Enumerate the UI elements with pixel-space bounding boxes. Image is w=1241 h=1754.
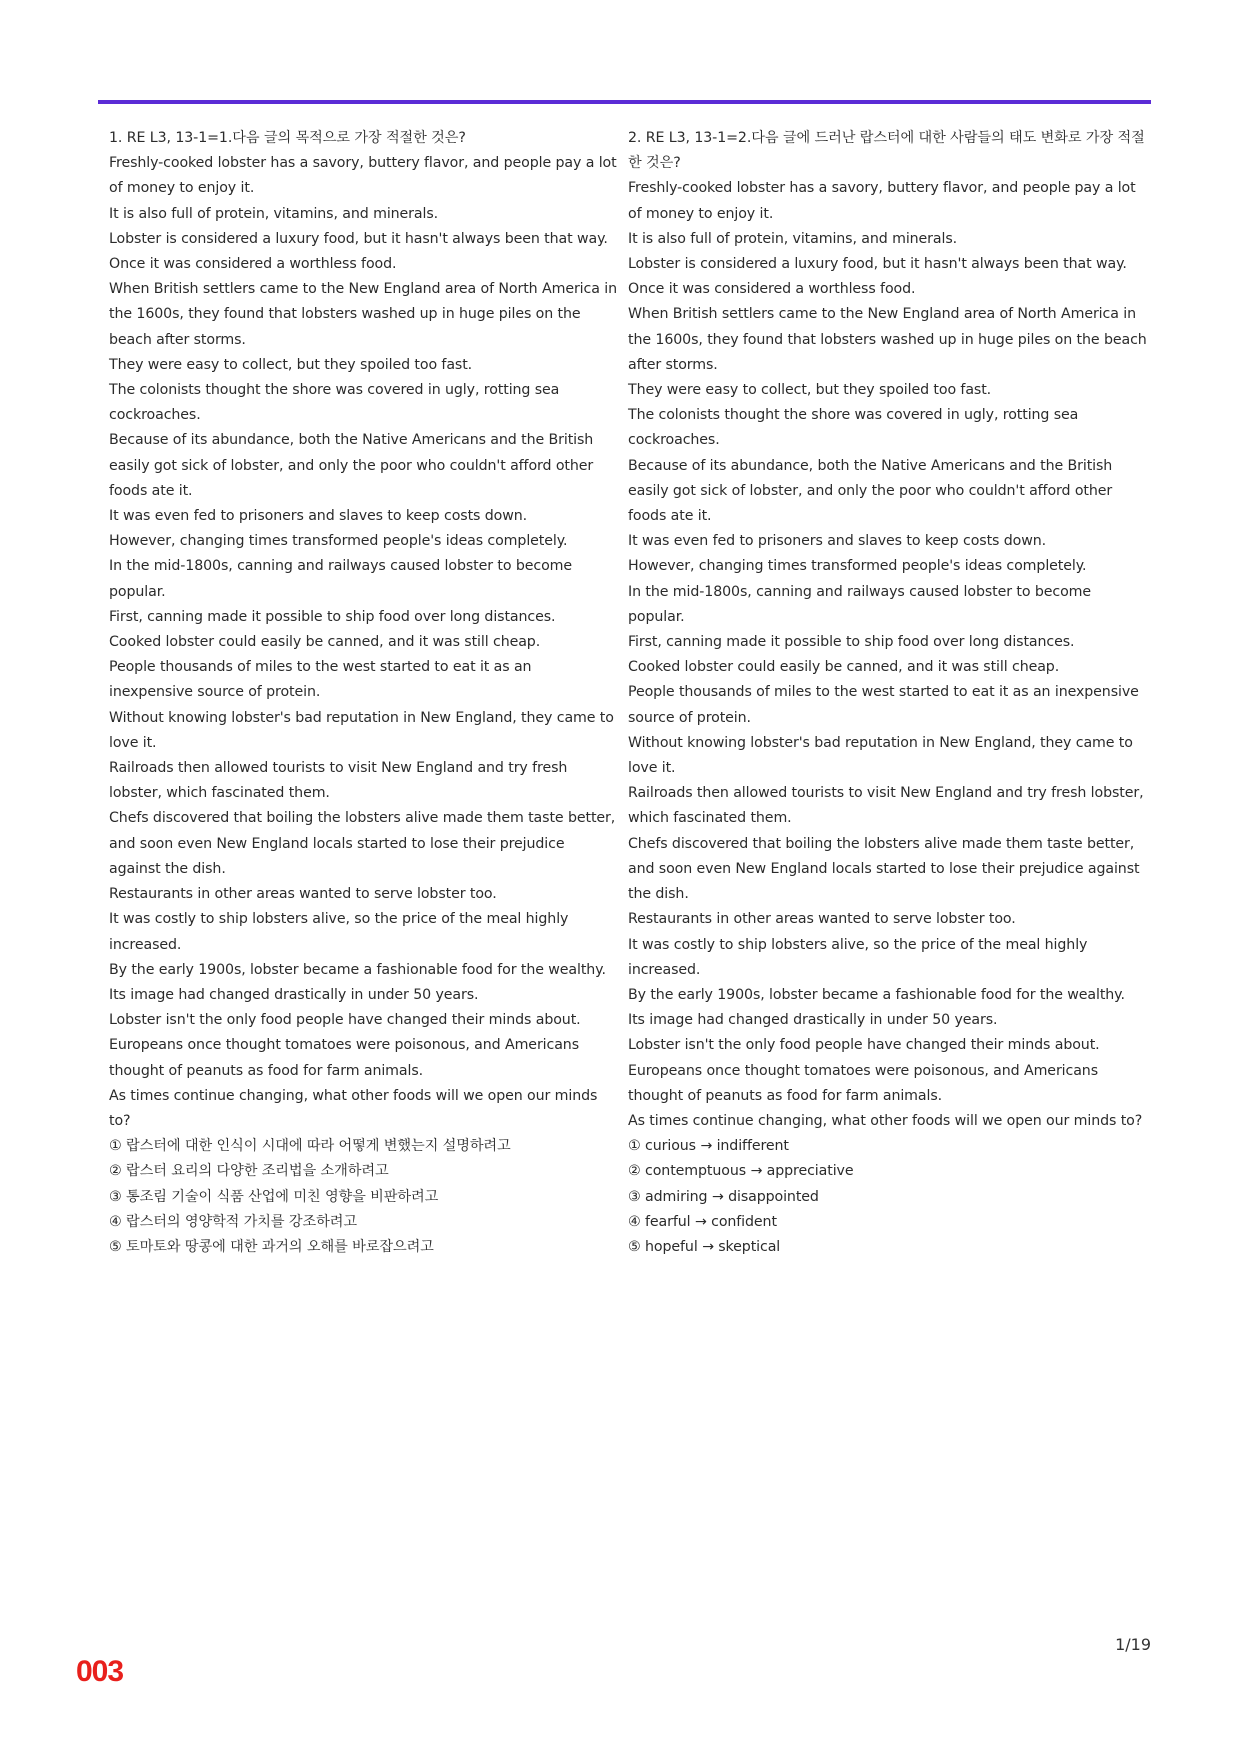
- passage-sentence: First, canning made it possible to ship food over long distances.: [628, 634, 1075, 651]
- question-1: [109, 126, 619, 1260]
- passage-sentence: Restaurants in other areas wanted to serve lobster too.: [628, 911, 1016, 928]
- passage-sentence: Restaurants in other areas wanted to serve lobster too.: [109, 886, 497, 903]
- passage-sentence: However, changing times transformed people's ideas completely.: [109, 533, 568, 550]
- answer-option[interactable]: ① curious → indifferent: [628, 1138, 789, 1155]
- passage-sentence: As times continue changing, what other foods will we open our minds to?: [628, 1112, 1143, 1129]
- question-heading: 2. RE L3, 13-1=2.다음 글에 드러난 랍스터에 대한 사람들의 태도 변화로 가장 적절한 것은?: [628, 130, 1145, 172]
- passage-sentence: Its image had changed drastically in under 50 years.: [628, 1012, 998, 1029]
- passage-sentence: Europeans once thought tomatoes were poisonous, and Americans thought of peanuts as food for farm animals.: [109, 1037, 579, 1079]
- passage-sentence: Without knowing lobster's bad reputation in New England, they came to love it.: [628, 734, 1133, 777]
- passage-sentence: By the early 1900s, lobster became a fashionable food for the wealthy.: [628, 986, 1125, 1003]
- passage-sentence: In the mid-1800s, canning and railways caused lobster to become popular.: [109, 558, 573, 600]
- passage-sentence: People thousands of miles to the west started to eat it as an inexpensive source of protein.: [628, 684, 1139, 726]
- answer-option[interactable]: ① 랍스터에 대한 인식이 시대에 따라 어떻게 변했는지 설명하려고: [109, 1138, 511, 1155]
- passage-sentence: Railroads then allowed tourists to visit New England and try fresh lobster, which fascinated them.: [109, 760, 568, 802]
- passage-sentence: It is also full of protein, vitamins, and minerals.: [628, 230, 958, 247]
- answer-options: [628, 1134, 1148, 1260]
- passage: [109, 151, 619, 1134]
- passage-sentence: The colonists thought the shore was covered in ugly, rotting sea cockroaches.: [628, 407, 1079, 449]
- answer-options: [109, 1134, 619, 1260]
- answer-option[interactable]: ⑤ hopeful → skeptical: [628, 1238, 781, 1255]
- passage-sentence: As times continue changing, what other foods will we open our minds to?: [109, 1087, 598, 1129]
- passage-sentence: First, canning made it possible to ship food over long distances.: [109, 608, 556, 625]
- passage-sentence: Railroads then allowed tourists to visit New England and try fresh lobster, which fascinated them.: [628, 785, 1144, 827]
- passage-sentence: When British settlers came to the New England area of North America in the 1600s, they found that lobsters washed up in huge piles on the beach after storms.: [109, 281, 617, 348]
- passage-sentence: When British settlers came to the New England area of North America in the 1600s, they found that lobsters washed up in huge piles on the beach after storms.: [628, 306, 1147, 373]
- passage-sentence: Chefs discovered that boiling the lobsters alive made them taste better, and soon even New England locals started to lose their prejudice against the dish.: [628, 835, 1140, 903]
- passage-sentence: Its image had changed drastically in under 50 years.: [109, 986, 479, 1003]
- page-number: 1/19: [1115, 1635, 1151, 1654]
- passage-sentence: Once it was considered a worthless food.: [109, 256, 397, 273]
- passage-sentence: It was even fed to prisoners and slaves to keep costs down.: [109, 508, 528, 525]
- passage-sentence: It was even fed to prisoners and slaves to keep costs down.: [628, 533, 1047, 550]
- passage-sentence: They were easy to collect, but they spoiled too fast.: [628, 382, 992, 399]
- question-heading: 1. RE L3, 13-1=1.다음 글의 목적으로 가장 적절한 것은?: [109, 130, 466, 146]
- passage-sentence: Freshly-cooked lobster has a savory, buttery flavor, and people pay a lot of money to enjoy it.: [628, 180, 1136, 222]
- answer-option[interactable]: ④ fearful → confident: [628, 1213, 777, 1230]
- passage-sentence: It is also full of protein, vitamins, and minerals.: [109, 205, 439, 222]
- passage-sentence: People thousands of miles to the west started to eat it as an inexpensive source of protein.: [109, 659, 532, 701]
- passage-sentence: It was costly to ship lobsters alive, so the price of the meal highly increased.: [109, 911, 569, 953]
- passage-sentence: Without knowing lobster's bad reputation in New England, they came to love it.: [109, 709, 614, 751]
- passage-sentence: Lobster isn't the only food people have changed their minds about.: [628, 1037, 1100, 1054]
- answer-option[interactable]: ④ 랍스터의 영양학적 가치를 강조하려고: [109, 1213, 357, 1230]
- answer-option[interactable]: ② contemptuous → appreciative: [628, 1163, 854, 1180]
- page-code: 003: [76, 1655, 124, 1688]
- answer-option[interactable]: ③ 통조림 기술이 식품 산업에 미친 영향을 비판하려고: [109, 1188, 439, 1205]
- passage-sentence: Cooked lobster could easily be canned, and it was still cheap.: [628, 659, 1060, 676]
- question-2: [628, 126, 1148, 1260]
- passage-sentence: However, changing times transformed people's ideas completely.: [628, 558, 1087, 575]
- answer-option[interactable]: ③ admiring → disappointed: [628, 1188, 819, 1205]
- passage-sentence: Lobster is considered a luxury food, but it hasn't always been that way.: [628, 256, 1127, 273]
- passage-sentence: By the early 1900s, lobster became a fashionable food for the wealthy.: [109, 961, 606, 978]
- passage-sentence: Once it was considered a worthless food.: [628, 281, 916, 298]
- passage-sentence: The colonists thought the shore was covered in ugly, rotting sea cockroaches.: [109, 382, 560, 424]
- passage-sentence: It was costly to ship lobsters alive, so the price of the meal highly increased.: [628, 936, 1088, 978]
- answer-option[interactable]: ⑤ 토마토와 땅콩에 대한 과거의 오해를 바로잡으려고: [109, 1238, 434, 1255]
- passage-sentence: They were easy to collect, but they spoiled too fast.: [109, 356, 473, 373]
- passage-sentence: Chefs discovered that boiling the lobsters alive made them taste better, and soon even New England locals started to lose their prejudice against the dish.: [109, 810, 616, 877]
- passage-sentence: In the mid-1800s, canning and railways caused lobster to become popular.: [628, 583, 1092, 625]
- passage-sentence: Freshly-cooked lobster has a savory, buttery flavor, and people pay a lot of money to enjoy it.: [109, 155, 617, 197]
- passage-sentence: Lobster is considered a luxury food, but it hasn't always been that way.: [109, 230, 608, 247]
- passage: [628, 176, 1148, 1134]
- passage-sentence: Because of its abundance, both the Native Americans and the British easily got sick of lobster, and only the poor who couldn't afford other foods ate it.: [109, 432, 594, 499]
- passage-sentence: Europeans once thought tomatoes were poisonous, and Americans thought of peanuts as food for farm animals.: [628, 1062, 1098, 1104]
- answer-option[interactable]: ② 랍스터 요리의 다양한 조리법을 소개하려고: [109, 1163, 389, 1180]
- passage-sentence: Because of its abundance, both the Native Americans and the British easily got sick of lobster, and only the poor who couldn't afford other foods ate it.: [628, 457, 1113, 525]
- header-rule: [98, 100, 1151, 104]
- passage-sentence: Cooked lobster could easily be canned, and it was still cheap.: [109, 634, 541, 651]
- passage-sentence: Lobster isn't the only food people have changed their minds about.: [109, 1012, 581, 1029]
